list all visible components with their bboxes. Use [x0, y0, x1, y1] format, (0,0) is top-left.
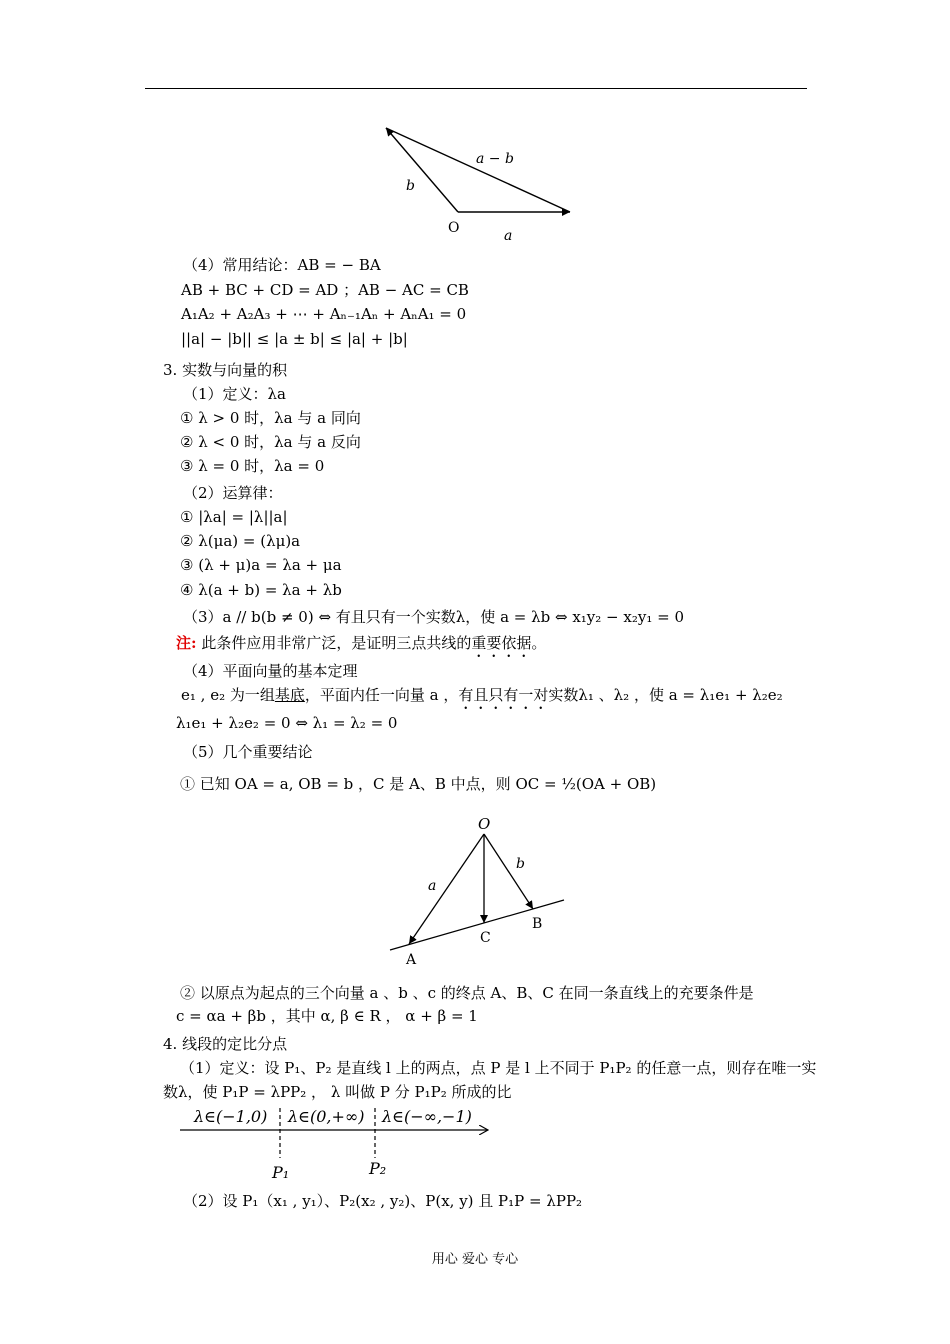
definition: （1）定义：λa: [183, 385, 286, 403]
basis-theorem-2: λ₁e₁ + λ₂e₂ = 0 ⇔ λ₁ = λ₂ = 0: [176, 714, 398, 732]
basis-pre: e₁ , e₂ 为一组: [181, 686, 275, 704]
ratio-number-line: [176, 1102, 496, 1186]
section-3-title: 3. 实数与向量的积: [163, 361, 288, 379]
range-3: λ∈(−∞,−1): [382, 1107, 472, 1126]
midpoint-diagram: [386, 812, 570, 968]
law-1: ① |λa| = |λ||a|: [180, 508, 288, 526]
common-result-1: （4）常用结论：AB = − BA: [183, 256, 381, 274]
common-result-3: A₁A₂ + A₂A₃ + ⋯ + Aₙ₋₁Aₙ + AₙA₁ = 0: [181, 305, 467, 323]
note-label: 注:: [176, 634, 197, 652]
basis-post: 实数λ₁ 、λ₂ ，使 a = λ₁e₁ + λ₂e₂: [548, 686, 783, 704]
midpoint-result: ① 已知 OA = a, OB = b ，C 是 A、B 中点，则 OC = ½(OA + OB): [180, 775, 657, 793]
label-b-vector: b: [516, 856, 525, 872]
page-footer: 用心 爱心 专心: [431, 1252, 519, 1267]
label-p2: P₂: [369, 1159, 387, 1178]
note-end: 。: [531, 634, 547, 652]
collinear-result-2: c = αa + βb ，其中 α, β ∈ R ， α + β = 1: [176, 1007, 478, 1025]
basis-emphasis: 有且只有一对: [458, 686, 549, 704]
label-point-c: C: [480, 930, 491, 946]
note-emphasis: 重要依据: [471, 634, 532, 652]
law-4: ④ λ(a + b) = λa + λb: [180, 581, 342, 599]
case-3: ③ λ = 0 时，λa = 0: [180, 457, 325, 475]
label-a-minus-b: a − b: [476, 151, 514, 167]
note: [176, 633, 546, 661]
case-1: ① λ > 0 时，λa 与 a 同向: [180, 409, 361, 427]
ratio-definition-1: （1）定义：设 P₁、P₂ 是直线 l 上的两点，点 P 是 l 上不同于 P₁P₂ 的任意一点，则存在唯一实: [180, 1059, 817, 1077]
vector-a-minus-b: [386, 128, 570, 212]
vector-oa: [409, 834, 484, 944]
vector-diagram-difference: [370, 118, 590, 250]
range-1: λ∈(−1,0): [194, 1107, 268, 1126]
laws-heading: （2）运算律：: [183, 484, 283, 502]
law-2: ② λ(μa) = (λμ)a: [180, 532, 301, 550]
ratio-coordinates: （2）设 P₁（x₁ , y₁）、P₂(x₂ , y₂)、P(x, y) 且 P₁P = λPP₂: [183, 1192, 583, 1210]
important-results-heading: （5）几个重要结论: [183, 743, 313, 761]
basis-theorem-heading: （4）平面向量的基本定理: [183, 662, 358, 680]
section-4-title: 4. 线段的定比分点: [163, 1035, 288, 1053]
label-point-b: B: [532, 916, 543, 932]
header-rule: [145, 88, 807, 89]
ratio-definition-2: 数λ，使 P₁P = λPP₂ ， λ 叫做 P 分 P₁P₂ 所成的比: [163, 1083, 512, 1101]
label-point-a: A: [406, 952, 417, 968]
collinear-condition: （3）a // b(b ≠ 0) ⇔ 有且只有一个实数λ，使 a = λb ⇔ x₁y₂ − x₂y₁ = 0: [183, 608, 684, 626]
law-3: ③ (λ + μ)a = λa + μa: [180, 556, 342, 574]
label-a: a: [504, 228, 513, 244]
label-p1: P₁: [272, 1163, 290, 1182]
basis-underline: 基底: [274, 686, 305, 704]
basis-theorem-1: [181, 685, 783, 713]
collinear-result-1: ② 以原点为起点的三个向量 a 、b 、c 的终点 A、B、C 在同一条直线上的充要条件是: [180, 984, 754, 1002]
range-2: λ∈(0,+∞): [288, 1107, 365, 1126]
case-2: ② λ < 0 时，λa 与 a 反向: [180, 433, 361, 451]
label-a-vector: a: [428, 878, 437, 894]
label-b: b: [406, 178, 415, 194]
basis-mid: ，平面内任一向量 a ，: [304, 686, 459, 704]
label-o: O: [448, 220, 460, 236]
common-result-4: ||a| − |b|| ≤ |a ± b| ≤ |a| + |b|: [181, 330, 408, 348]
label-o: O: [478, 815, 491, 833]
note-text: 此条件应用非常广泛，是证明三点共线的: [196, 634, 472, 652]
vector-ob: [484, 834, 533, 909]
vector-b: [386, 128, 458, 212]
common-result-2: AB + BC + CD = AD ；AB − AC = CB: [181, 281, 469, 299]
